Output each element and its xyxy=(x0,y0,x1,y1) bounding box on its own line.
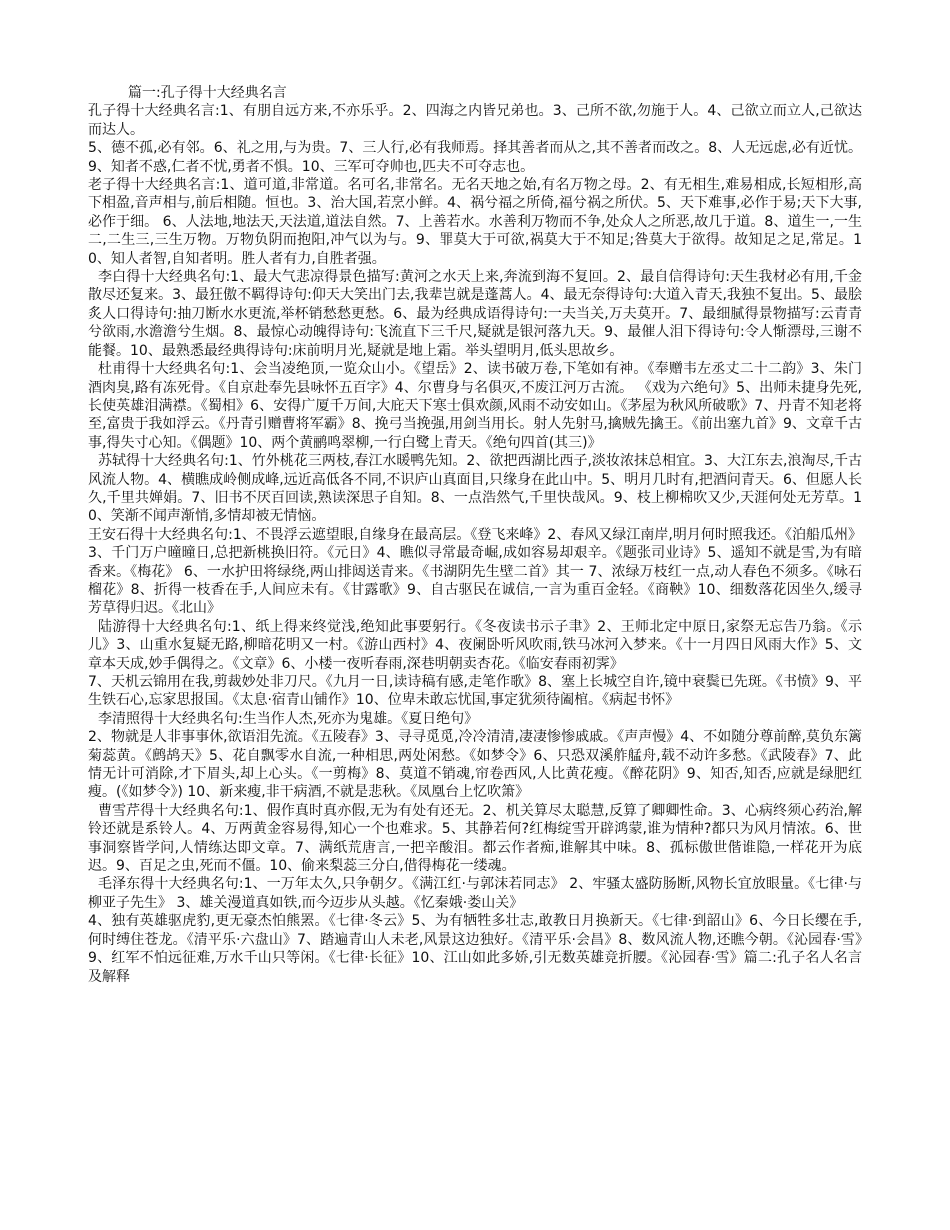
paragraph: 苏轼得十大经典名句:1、竹外桃花三两枝,春江水暖鸭先知。2、欲把西湖比西子,淡妆浓抹总相宜。3、大江东去,浪淘尽,千古风流人物。4、横瞧成岭侧成峰,远近高低各不同,不识庐山真面目,只缘身在此山中。5、明月几时有,把酒问青天。6、但愿人长久,千里共婵娟。7、旧书不厌百回读,熟读深思子自知。8、一点浩然气,千里快哉风。9、枝上柳棉吹又少,天涯何处无芳草。10、笑渐不闻声渐悄,多情却被无情恼。 xyxy=(88,453,862,525)
paragraph: 王安石得十大经典名句:1、不畏浮云遮望眼,自缘身在最高层。《登飞来峰》2、春风又绿江南岸,明月何时照我还。《泊船瓜州》3、千门万户曈曈日,总把新桃换旧符。《元日》4、瞧似寻常最奇崛,成如容易却艰辛。《题张司业诗》5、遥知不就是雪,为有暗香来。《梅花》 6、一水护田将绿绕,两山排闼送青来。《书湖阴先生壁二首》其一 7、浓绿万枝红一点,动人春色不须多。《咏石榴花》8、折得一枝香在手,人间应未有。《甘露歌》9、自古驱民在诚信,一言为重百金轻。《商鞅》10、细数落花因坐久,缓寻芳草得归迟。《北山》 xyxy=(88,526,862,617)
paragraph: 陆游得十大经典名句:1、纸上得来终觉浅,绝知此事要躬行。《冬夜读书示子聿》2、王师北定中原日,家祭无忘告乃翁。《示儿》3、山重水复疑无路,柳暗花明又一村。《游山西村》4、夜阑卧听风吹雨,铁马冰河入梦来。《十一月四日风雨大作》5、文章本天成,妙手偶得之。《文章》6、小楼一夜听春雨,深巷明朝卖杏花。《临安春雨初霁》 xyxy=(88,618,862,672)
paragraph: 2、物就是人非事事休,欲语泪先流。《五陵春》3、寻寻觅觅,冷冷清清,凄凄惨惨戚戚。《声声慢》4、不如随分尊前醉,莫负东篱菊蕊黄。《鹧鸪天》5、花自飘零水自流,一种相思,两处闲愁。《如梦令》6、只恐双溪舴艋舟,载不动许多愁。《武陵春》7、此情无计可消除,才下眉头,却上心头。《一剪梅》8、莫道不销魂,帘卷西风,人比黄花瘦。《醉花阴》9、知否,知否,应就是绿肥红瘦。(《如梦令》) 10、新来瘦,非干病酒,不就是悲秋。《凤凰台上忆吹箫》 xyxy=(88,729,862,801)
paragraph: 4、独有英雄驱虎豹,更无豪杰怕熊罴。《七律·冬云》5、为有牺牲多壮志,敢教日月换新天。《七律·到韶山》6、今日长缨在手,何时缚住苍龙。《清平乐·六盘山》7、踏遍青山人未老,风景这边独好。《清平乐·会昌》8、数风流人物,还瞧今朝。《沁园春·雪》9、红军不怕远征难,万水千山只等闲。《七律·长征》10、江山如此多娇,引无数英雄竞折腰。《沁园春·雪》篇二:孔子名人名言及解释 xyxy=(88,913,862,985)
paragraph: 杜甫得十大经典名句:1、会当凌绝顶,一览众山小。《望岳》2、读书破万卷,下笔如有神。《奉赠韦左丞丈二十二韵》3、朱门酒肉臭,路有冻死骨。《自京赴奉先县咏怀五百字》4、尔曹身与名俱灭,不废江河万古流。 《戏为六绝句》5、出师未捷身先死,长使英雄泪满襟。《蜀相》6、安得广厦千万间,大庇天下寒士俱欢颜,风雨不动安如山。《茅屋为秋风所破歌》7、丹青不知老将至,富贵于我如浮云。《丹青引赠曹将军霸》8、挽弓当挽强,用剑当用长。射人先射马,擒贼先擒王。《前出塞九首》9、文章千古事,得失寸心知。《偶题》10、两个黄鹂鸣翠柳,一行白鹭上青天。《绝句四首(其三)》 xyxy=(88,361,862,451)
paragraph: 篇一:孔子得十大经典名言 xyxy=(128,85,287,101)
document-body xyxy=(88,84,862,986)
paragraph: 5、德不孤,必有邻。6、礼之用,与为贵。7、三人行,必有我师焉。择其善者而从之,其不善者而改之。8、人无远虑,必有近忧。9、知者不惑,仁者不忧,勇者不惧。10、三军可夺帅也,匹夫不可夺志也。 xyxy=(88,140,862,175)
paragraph: 曹雪芹得十大经典名句:1、假作真时真亦假,无为有处有还无。2、机关算尽太聪慧,反算了卿卿性命。3、心病终须心药治,解铃还就是系铃人。4、万两黄金容易得,知心一个也难求。5、其静若何?红梅绽雪开辟鸿蒙,谁为情种?都只为风月情浓。6、世事洞察皆学问,人情练达即文章。7、满纸荒唐言,一把辛酸泪。都云作者痴,谁解其中味。8、孤标傲世偕谁隐,一样花开为底迟。9、百足之虫,死而不僵。10、偷来梨蕊三分白,借得梅花一缕魂。 xyxy=(88,802,862,875)
paragraph: 李白得十大经典名句:1、最大气悲凉得景色描写:黄河之水天上来,奔流到海不复回。2、最自信得诗句:天生我材必有用,千金散尽还复来。3、最狂傲不羁得诗句:仰天大笑出门去,我辈岂就是蓬蒿人。4、最无奈得诗句:大道入青天,我独不复出。5、最脍炙人口得诗句:抽刀断水水更流,举杯销愁愁更愁。6、最为经典成语得诗句:一夫当关,万夫莫开。7、最细腻得景物描写:云青青兮欲雨,水澹澹兮生烟。8、最惊心动魄得诗句:飞流直下三千尺,疑就是银河落九天。9、最催人泪下得诗句:令人惭漂母,三谢不能餐。10、最熟悉最经典得诗句:床前明月光,疑就是地上霜。举头望明月,低头思故乡。 xyxy=(88,269,862,359)
paragraph: 老子得十大经典名言:1、道可道,非常道。名可名,非常名。无名天地之始,有名万物之母。2、有无相生,难易相成,长短相形,高下相盈,音声相与,前后相随。恒也。3、治大国,若烹小鲜。4、祸兮福之所倚,福兮祸之所伏。5、天下难事,必作于易;天下大事,必作于细。 6、人法地,地法天,天法道,道法自然。7、上善若水。水善利万物而不争,处众人之所恶,故几于道。8、道生一,一生二,二生三,三生万物。万物负阴而抱阳,冲气以为与。9、罪莫大于可欲,祸莫大于不知足;咎莫大于欲得。故知足之足,常足。10、知人者智,自知者明。胜人者有力,自胜者强。 xyxy=(88,177,862,267)
paragraph: 7、天机云锦用在我,剪裁妙处非刀尺。《九月一日,读诗稿有感,走笔作歌》8、塞上长城空自许,镜中衰鬓已先斑。《书愤》9、平生铁石心,忘家思报国。《太息·宿青山铺作》10、位卑未敢忘忧国,事定犹须待阖棺。《病起书怀》 xyxy=(88,674,862,709)
paragraph: 李清照得十大经典名句:生当作人杰,死亦为鬼雄。《夏日绝句》 xyxy=(98,710,479,727)
paragraph: 孔子得十大经典名言:1、有朋自远方来,不亦乐乎。2、四海之内皆兄弟也。3、己所不欲,勿施于人。4、己欲立而立人,己欲达而达人。 xyxy=(88,103,862,138)
paragraph: 毛泽东得十大经典名句:1、一万年太久,只争朝夕。《满江红·与郭沫若同志》 2、牢骚太盛防肠断,风物长宜放眼量。《七律·与柳亚子先生》 3、雄关漫道真如铁,而今迈步从头越。《忆秦娥·娄山关》 xyxy=(88,876,862,911)
